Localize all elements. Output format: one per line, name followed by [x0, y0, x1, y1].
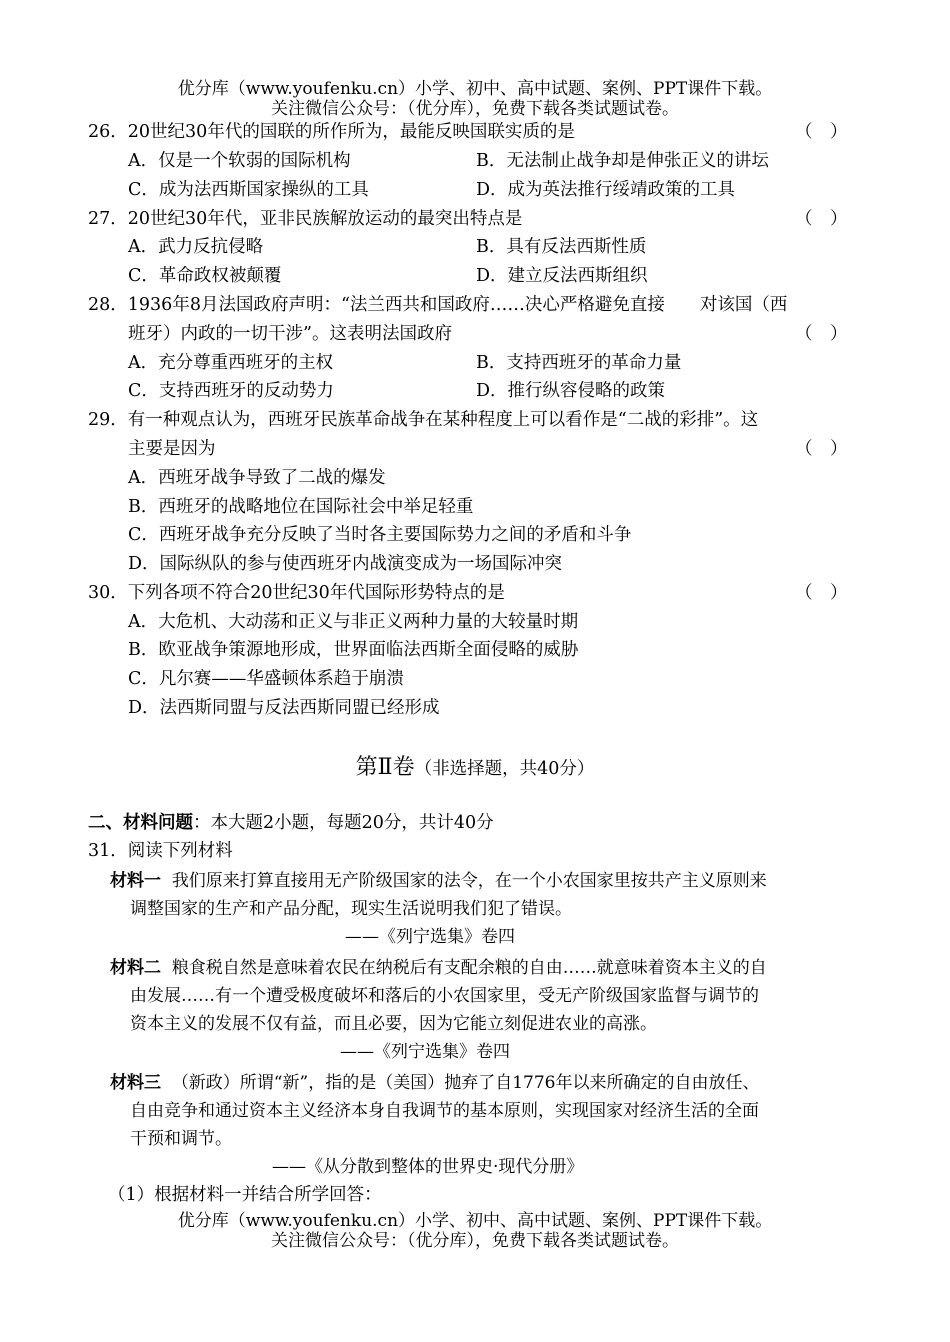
question-number: 27． [88, 209, 128, 229]
part-subtitle: （非选择题，共40分） [414, 759, 595, 779]
material-3-line-2: 自由竞争和通过资本主义经济本身自我调节的基本原则，实现国家对经济生活的全面 [130, 1101, 759, 1121]
option-a: A．仅是一个软弱的国际机构 [128, 151, 351, 171]
option-a: A．充分尊重西班牙的主权 [128, 353, 334, 373]
section-label: 二、材料问题 [88, 813, 193, 833]
option-c: C．西班牙战争充分反映了当时各主要国际势力之间的矛盾和斗争 [128, 525, 632, 545]
option-d: D．建立反法西斯组织 [476, 266, 648, 286]
option-b: B．欧亚战争策源地形成，世界面临法西斯全面侵略的威胁 [128, 640, 579, 660]
material-2-line-3: 资本主义的发展不仅有益，而且必要，因为它能立刻促进农业的高涨。 [130, 1014, 657, 1034]
question-text: 1936年8月法国政府声明：“法兰西共和国政府……决心严格避免直接 对该国（西 [127, 295, 788, 315]
material-2-line-1 [110, 954, 862, 982]
header-line-1: 优分库（www.youfenku.cn）小学、初中、高中试题、案例、PPT课件下载。 [177, 79, 773, 99]
sub-question-1: （1）根据材料一并结合所学回答： [108, 1185, 382, 1205]
material-text: 粮食税自然是意味着农民在纳税后有支配余粮的自由……就意味着资本主义的自 [171, 958, 767, 978]
material-label: 材料一 [110, 871, 161, 891]
question-29-cont: 主要是因为 [128, 439, 216, 459]
material-3-line-1 [110, 1069, 862, 1097]
header-line-2: 关注微信公众号：（优分库），免费下载各类试题试卷。 [271, 99, 679, 119]
question-28 [88, 292, 787, 318]
option-c: C．支持西班牙的反动势力 [128, 381, 334, 401]
option-d: D．推行纵容侵略的政策 [476, 381, 666, 401]
question-number: 30． [88, 583, 128, 603]
section-heading [88, 810, 494, 836]
section-text: ：本大题2小题，每题20分，共计40分 [193, 813, 494, 833]
question-31 [88, 838, 233, 864]
material-label: 材料二 [110, 958, 161, 978]
part-title: 第Ⅱ卷 [355, 755, 415, 780]
option-a: A．西班牙战争导致了二战的爆发 [128, 468, 386, 488]
question-30 [88, 580, 505, 606]
question-number: 26． [88, 122, 128, 142]
question-text: 有一种观点认为，西班牙民族革命战争在某种程度上可以看作是“二战的彩排”。这 [127, 410, 759, 430]
option-d: D．法西斯同盟与反法西斯同盟已经形成 [128, 698, 440, 718]
question-text: 20世纪30年代的国联的所作所为，最能反映国联实质的是 [127, 122, 575, 142]
question-26 [88, 119, 575, 145]
answer-paren: （ ） [795, 122, 848, 142]
question-text: 阅读下列材料 [127, 841, 233, 861]
option-a: A．大危机、大动荡和正义与非正义两种力量的大较量时期 [128, 612, 579, 632]
option-c: C．革命政权被颠覆 [128, 266, 282, 286]
material-2-line-2: 由发展……有一个遭受极度破坏和落后的小农国家里，受无产阶级国家监督与调节的 [130, 986, 759, 1006]
option-b: B．西班牙的战略地位在国际社会中举足轻重 [128, 497, 474, 517]
question-number: 31． [88, 841, 128, 861]
material-2-source: ——《列宁选集》卷四 [340, 1042, 510, 1062]
footer-line-2: 关注微信公众号：（优分库），免费下载各类试题试卷。 [271, 1231, 679, 1251]
material-text: （新政）所谓“新”，指的是（美国）抛弃了自1776年以来所确定的自由放任、 [171, 1073, 760, 1093]
question-27 [88, 206, 522, 232]
material-text: 我们原来打算直接用无产阶级国家的法令，在一个小农国家里按共产主义原则来 [171, 871, 767, 891]
option-b: B．支持西班牙的革命力量 [476, 353, 682, 373]
material-1-source: ——《列宁选集》卷四 [345, 927, 515, 947]
material-1-line-2: 调整国家的生产和产品分配，现实生活说明我们犯了错误。 [130, 899, 572, 919]
part-2-title [0, 752, 950, 785]
option-c: C．成为法西斯国家操纵的工具 [128, 180, 369, 200]
question-number: 29． [88, 410, 128, 430]
option-a: A．武力反抗侵略 [128, 237, 264, 257]
answer-paren: （ ） [795, 324, 848, 344]
question-28-cont: 班牙）内政的一切干涉”。这表明法国政府 [128, 324, 452, 344]
answer-paren: （ ） [795, 439, 848, 459]
question-text: 20世纪30年代，亚非民族解放运动的最突出特点是 [127, 209, 523, 229]
footer-line-1: 优分库（www.youfenku.cn）小学、初中、高中试题、案例、PPT课件下载。 [177, 1211, 773, 1231]
answer-paren: （ ） [795, 583, 848, 603]
material-1-line-1 [110, 867, 862, 895]
material-label: 材料三 [110, 1073, 161, 1093]
material-3-line-3: 干预和调节。 [130, 1129, 232, 1149]
option-c: C．凡尔赛——华盛顿体系趋于崩溃 [128, 669, 404, 689]
option-b: B．无法制止战争却是伸张正义的讲坛 [476, 151, 769, 171]
option-b: B．具有反法西斯性质 [476, 237, 647, 257]
question-number: 28． [88, 295, 128, 315]
material-3-source: ——《从分散到整体的世界史·现代分册》 [272, 1157, 584, 1177]
option-d: D．国际纵队的参与使西班牙内战演变成为一场国际冲突 [128, 554, 563, 574]
option-d: D．成为英法推行绥靖政策的工具 [476, 180, 736, 200]
answer-paren: （ ） [795, 209, 848, 229]
question-text: 下列各项不符合20世纪30年代国际形势特点的是 [127, 583, 505, 603]
question-29 [88, 407, 758, 433]
